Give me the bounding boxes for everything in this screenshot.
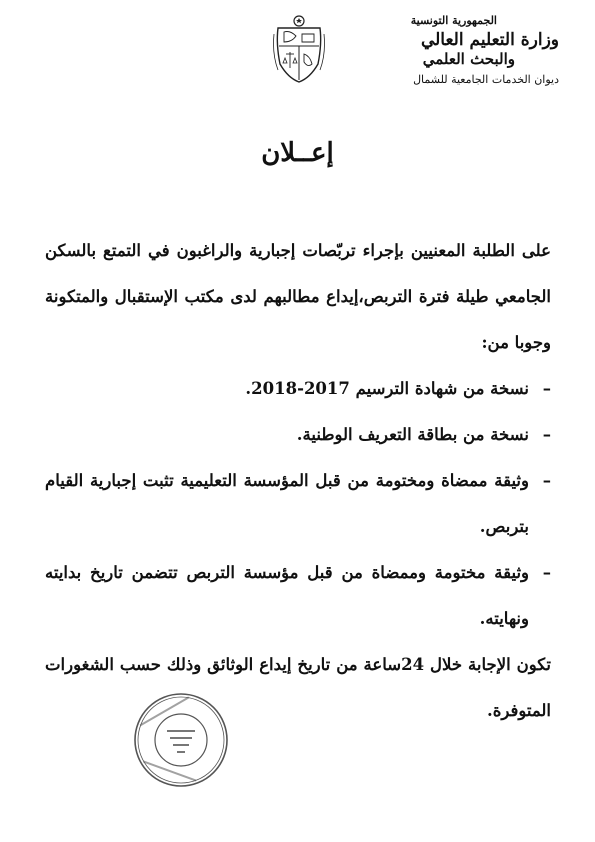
list-item-text: وثيقة مختومة وممضاة من قبل مؤسسة التربص تتضمن تاريخ بدايته ونهايته. (45, 563, 529, 628)
closing-paragraph: تكون الإجابة خلال 24ساعة من تاريخ إيداع الوثائق وذلك حسب الشغورات المتوفرة. (45, 655, 551, 720)
list-item (45, 366, 551, 412)
official-stamp-icon (133, 692, 229, 788)
republic-name: الجمهورية التونسية (410, 14, 497, 27)
coat-of-arms-icon (272, 14, 326, 84)
document-header (329, 14, 559, 87)
list-item-text: نسخة من بطاقة التعريف الوطنية. (296, 425, 529, 444)
ministry-name-line2: والبحث العلمي (422, 50, 515, 68)
required-documents-list (45, 366, 551, 642)
list-item-text: نسخة من شهادة الترسيم 2017-2018. (245, 379, 529, 398)
bullet-dash: – (542, 379, 551, 398)
list-item (45, 550, 551, 642)
bullet-dash: – (542, 425, 551, 444)
list-item-text: وثيقة ممضاة ومختومة من قبل المؤسسة التعليمية تثبت إجبارية القيام بتربص. (45, 471, 529, 536)
list-item (45, 412, 551, 458)
ministry-name-line1: وزارة التعليم العالي (420, 30, 559, 50)
office-name: ديوان الخدمات الجامعية للشمال (413, 73, 559, 86)
announcement-title: إعــلان (261, 138, 334, 168)
list-item (45, 458, 551, 550)
bullet-dash: – (542, 563, 551, 582)
intro-paragraph: على الطلبة المعنيين بإجراء تربّصات إجبارية والراغبون في التمتع بالسكن الجامعي طيلة فترة التربص،إيداع مطالبهم لدى مكتب الإستقبال والمتكونة وجوبا من: (45, 241, 551, 352)
bullet-dash: – (542, 471, 551, 490)
announcement-body (45, 228, 551, 734)
